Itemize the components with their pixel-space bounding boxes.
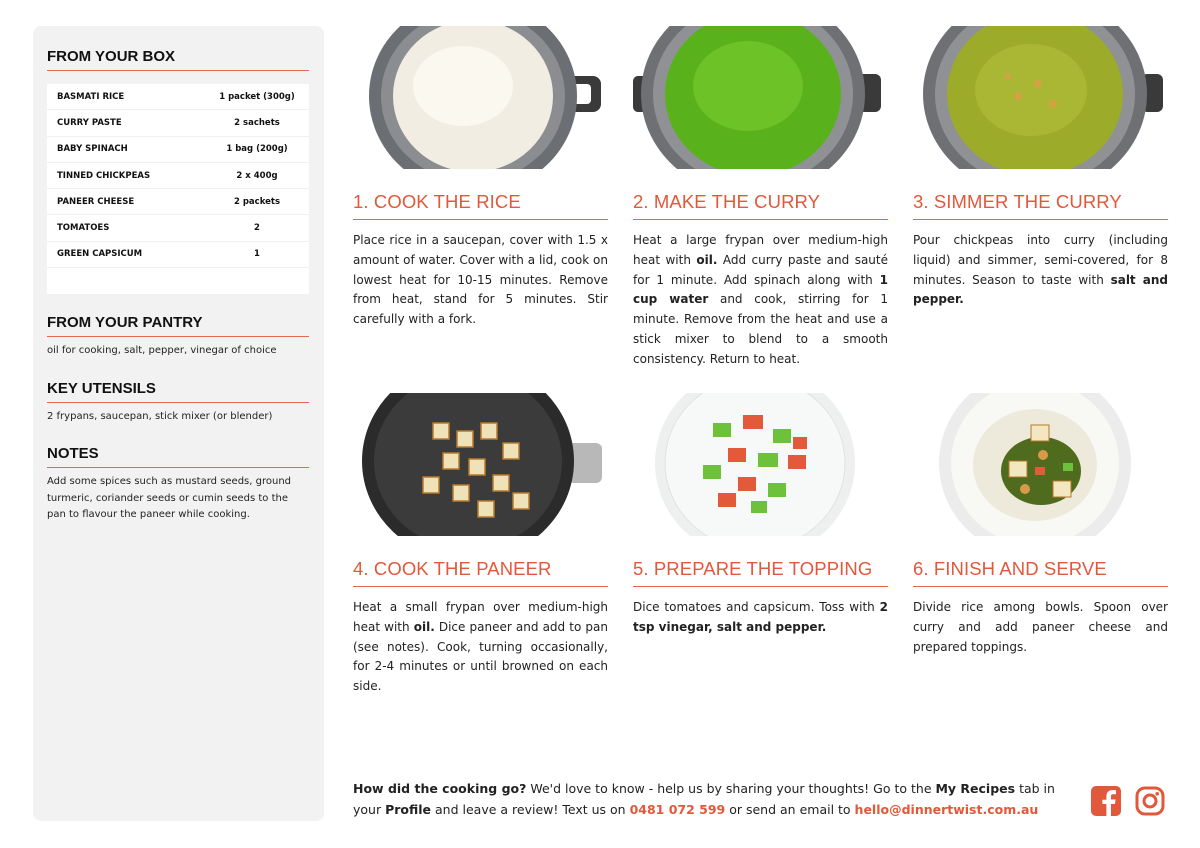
notes-text: Add some spices such as mustard seeds, ground turmeric, coriander seeds or cumin seeds to the pan to flavour the paneer while cooking. xyxy=(47,476,292,521)
step-5-text: Dice tomatoes and capsicum. Toss with 2 tsp vinegar, salt and pepper. xyxy=(633,600,888,634)
step-5-title: 5. PREPARE THE TOPPING xyxy=(633,558,888,587)
pantry-heading: FROM YOUR PANTRY xyxy=(47,314,309,337)
ingredient-row: TINNED CHICKPEAS 2 x 400g xyxy=(47,163,309,189)
step-3-text: Pour chickpeas into curry (including liquid) and simmer, semi-covered, for 8 minutes. Season to taste with salt and pepper. xyxy=(913,233,1169,307)
ingredient-row: BABY SPINACH 1 bag (200g) xyxy=(47,137,309,163)
pantry-text: oil for cooking, salt, pepper, vinegar of choice xyxy=(47,345,277,357)
email-link[interactable]: hello@dinnertwist.com.au xyxy=(854,801,1039,817)
ingredients-table xyxy=(47,84,309,294)
notes-heading: NOTES xyxy=(47,445,309,468)
step-1-photo xyxy=(353,26,608,169)
ingredient-row: TOMATOES 2 xyxy=(47,215,309,241)
ingredient-row: BASMATI RICE 1 packet (300g) xyxy=(47,84,309,110)
step-2-title: 2. MAKE THE CURRY xyxy=(633,191,888,220)
step-2-text: Heat a large frypan over medium-high heat with oil. Add curry paste and sauté for 1 minute. Add spinach along with 1 cup water and cook, stirring for 1 minute. Remove from the heat and use a stick mixer to blend to a smooth consistency. Return to heat. xyxy=(633,233,888,366)
instagram-icon[interactable] xyxy=(1134,785,1166,817)
step-2 xyxy=(633,26,888,370)
step-5-photo xyxy=(633,393,888,536)
step-3 xyxy=(913,26,1168,310)
step-6 xyxy=(913,393,1168,657)
step-4 xyxy=(353,393,608,697)
ingredient-row: PANEER CHEESE 2 packets xyxy=(47,189,309,215)
step-4-photo xyxy=(353,393,608,536)
facebook-icon[interactable] xyxy=(1090,785,1122,817)
step-2-photo xyxy=(633,26,888,169)
step-1-text: Place rice in a saucepan, cover with 1.5 x amount of water. Cover with a lid, cook on lowest heat for 10-15 minutes. Remove from heat, stand for 5 minutes. Stir carefully with a fork. xyxy=(353,233,608,327)
ingredient-row: CURRY PASTE 2 sachets xyxy=(47,110,309,136)
phone-link[interactable]: 0481 072 599 xyxy=(629,801,726,817)
step-4-text: Heat a small frypan over medium-high heat with oil. Dice paneer and add to pan (see notes). Cook, turning occasionally, for 2-4 minutes or until browned on each side. xyxy=(353,600,608,694)
step-3-photo xyxy=(913,26,1168,169)
utensils-text: 2 frypans, saucepan, stick mixer (or blender) xyxy=(47,410,273,422)
ingredient-row-empty xyxy=(47,268,309,294)
step-6-text: Divide rice among bowls. Spoon over curry and add paneer cheese and prepared toppings. xyxy=(913,600,1168,654)
feedback-footer: How did the cooking go? We'd love to know - help us by sharing your thoughts! Go to the My Recipes tab in your Profile and leave a review! Text us on 0481 072 599 or send an email to hello@dinnertwist.com.au xyxy=(353,781,1055,817)
utensils-heading: KEY UTENSILS xyxy=(47,380,309,403)
step-4-title: 4. COOK THE PANEER xyxy=(353,558,608,587)
ingredient-row: GREEN CAPSICUM 1 xyxy=(47,242,309,268)
step-1-title: 1. COOK THE RICE xyxy=(353,191,608,220)
step-6-title: 6. FINISH AND SERVE xyxy=(913,558,1168,587)
box-title: FROM YOUR BOX xyxy=(47,48,309,71)
step-1 xyxy=(353,26,608,330)
step-5 xyxy=(633,393,888,638)
step-3-title: 3. SIMMER THE CURRY xyxy=(913,191,1168,220)
ingredients-sidebar xyxy=(33,26,324,821)
step-6-photo xyxy=(913,393,1168,536)
